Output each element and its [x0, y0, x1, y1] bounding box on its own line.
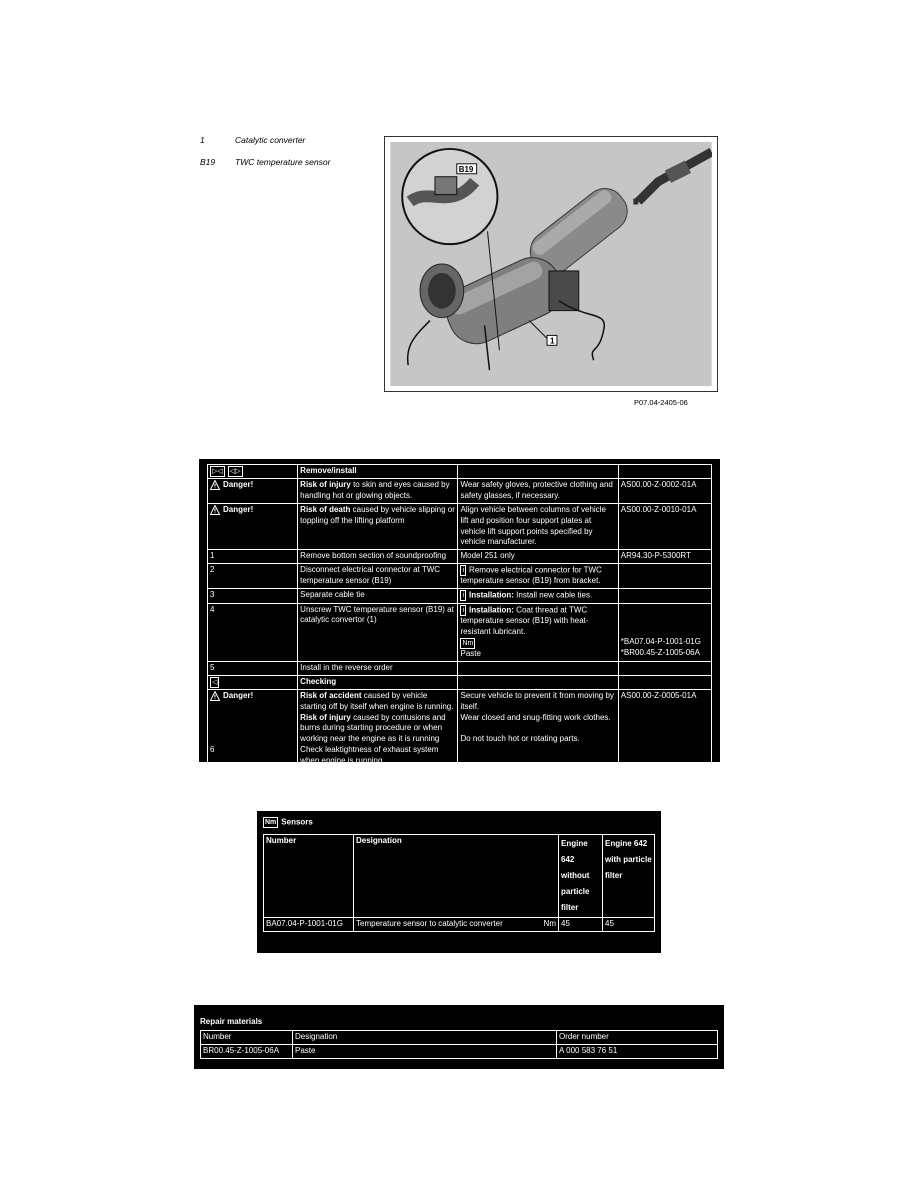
installation-label: Installation: [469, 605, 514, 615]
ref-code: AR94.30-P-5300RT [618, 550, 711, 564]
ref-code: AS00.00-Z-0010-01A [618, 504, 711, 550]
step-number: 5 [208, 661, 298, 675]
step-number: 1 [208, 550, 298, 564]
remove-install-icons [208, 465, 298, 479]
checking-icon: ◁ [212, 678, 218, 686]
table-row [208, 563, 712, 588]
column-header: Engine 642 without particle filter [559, 835, 603, 918]
risk-text: caused by contusions and burns during starting procedure or when working near the engine as it is running [300, 712, 446, 744]
order-number: A 000 583 76 51 [557, 1044, 718, 1058]
note-text: Align vehicle between columns of vehicle lift and position four support plates at vehicle lift support points specified by vehicle manufacturer. [458, 504, 618, 550]
figure-id: P07.04-2405-06 [634, 398, 688, 407]
procedure-grid [207, 464, 712, 769]
note-text: Wear safety gloves, protective clothing and safety glasses, if necessary. [458, 479, 618, 504]
legend-text: TWC temperature sensor [235, 157, 331, 167]
table-header-row [264, 835, 655, 918]
table-row [208, 661, 712, 675]
step-number: 3 [208, 589, 298, 603]
risk-label: Risk of accident [300, 691, 362, 700]
table-row [208, 603, 712, 661]
callout-1: 1 [550, 336, 555, 346]
table-row [264, 918, 655, 932]
risk-text: caused by vehicle starting off by itself when engine is running. [300, 691, 454, 711]
material-number: BR00.45-Z-1005-06A [201, 1044, 293, 1058]
column-header: Number [264, 835, 354, 918]
step-action: Disconnect electrical connector at TWC temperature sensor (B19) [298, 563, 458, 588]
torque-icon: Nm [462, 639, 474, 647]
column-header: Designation [293, 1031, 557, 1045]
procedure-table [199, 459, 720, 765]
step-action: Check leaktightness of exhaust system when engine is running [300, 744, 439, 765]
repair-materials-table [194, 1005, 724, 1069]
risk-label: Risk of death [300, 505, 351, 514]
step-number: 2 [208, 563, 298, 588]
table-row [208, 479, 712, 504]
table-row [201, 1044, 718, 1058]
step-action: Separate cable tie [298, 589, 458, 603]
column-header: Designation [354, 835, 559, 918]
legend-num: B19 [200, 157, 216, 167]
risk-text: to skin and eyes caused by handling hot or glowing objects. [300, 480, 450, 501]
step-number: 4 [208, 603, 298, 661]
step-number: 6 [210, 745, 215, 755]
material-designation: Paste [293, 1044, 557, 1058]
figure-legend [200, 135, 330, 179]
table-row [208, 550, 712, 564]
info-icon: i [462, 566, 465, 574]
unit-label: Nm [543, 919, 556, 928]
table-header-row [201, 1031, 718, 1045]
note-text: Wear closed and snug-fitting work clothes. [460, 712, 611, 722]
table-row [208, 589, 712, 603]
sensor-number: BA07.04-P-1001-01G [264, 918, 354, 932]
section-heading: Checking [298, 675, 458, 689]
catalytic-converter-illustration [384, 136, 718, 392]
ref-code: *BR00.45-Z-1005-06A [620, 647, 700, 657]
sensors-grid [263, 834, 655, 932]
column-header: Order number [557, 1031, 718, 1045]
sensors-table [257, 811, 661, 953]
danger-label: Danger! [223, 480, 254, 490]
callout-b19: B19 [458, 164, 474, 174]
remove-icon: ▷◁ [212, 468, 223, 475]
sensors-title-row [263, 817, 655, 828]
table-row [208, 465, 712, 479]
step-action: Install in the reverse order [298, 661, 458, 675]
exhaust-photo-drawing [390, 142, 712, 386]
repair-grid [200, 1030, 718, 1059]
risk-text: caused by vehicle slipping or toppling off the lifting platform [300, 505, 455, 525]
table-row [208, 690, 712, 769]
step-action: Unscrew TWC temperature sensor (B19) at catalytic convertor (1) [298, 603, 458, 661]
paste-label: Paste [460, 649, 481, 658]
ref-code: AS00.00-Z-0002-01A [618, 479, 711, 504]
note-text: Secure vehicle to prevent it from moving by itself. [460, 691, 614, 711]
warning-icon [210, 480, 220, 490]
legend-num: 1 [200, 135, 205, 145]
ref-code: *BA07.04-P-1001-01G [620, 636, 701, 646]
note-text: Coat thread at TWC temperature sensor (B19) with heat-resistant lubricant. [460, 605, 589, 636]
danger-label: Danger! [223, 505, 254, 515]
info-icon: i [462, 606, 465, 614]
warning-icon [210, 691, 220, 701]
note-text: Model 251 only [458, 550, 618, 564]
ref-code: AS00.00-Z-0005-01A [618, 690, 711, 769]
installation-label: Installation: [469, 590, 514, 600]
sensor-designation: Temperature sensor to catalytic converter [356, 919, 503, 928]
sensors-title: Sensors [281, 817, 313, 827]
legend-item [200, 135, 330, 157]
repair-title: Repair materials [200, 1017, 263, 1026]
torque-value: 45 [603, 918, 655, 932]
info-icon: i [462, 592, 465, 600]
torque-icon: Nm [265, 819, 277, 826]
column-header: Engine 642 with particle filter [603, 835, 655, 918]
note-text: Remove electrical connector for TWC temperature sensor (B19) from bracket. [460, 565, 602, 586]
table-row [208, 675, 712, 689]
risk-label: Risk of injury [300, 712, 351, 722]
note-text: Install new cable ties. [513, 590, 593, 600]
column-header: Number [201, 1031, 293, 1045]
risk-label: Risk of injury [300, 480, 351, 490]
danger-label: Danger! [223, 691, 254, 701]
legend-text: Catalytic converter [235, 135, 306, 145]
note-text: Do not touch hot or rotating parts. [460, 734, 580, 744]
section-heading: Remove/install [298, 465, 458, 479]
torque-value: 45 [559, 918, 603, 932]
legend-item [200, 157, 330, 179]
table-row [208, 504, 712, 550]
install-icon: ◁▷ [229, 468, 241, 475]
warning-icon [210, 505, 220, 515]
step-action: Remove bottom section of soundproofing [298, 550, 458, 564]
